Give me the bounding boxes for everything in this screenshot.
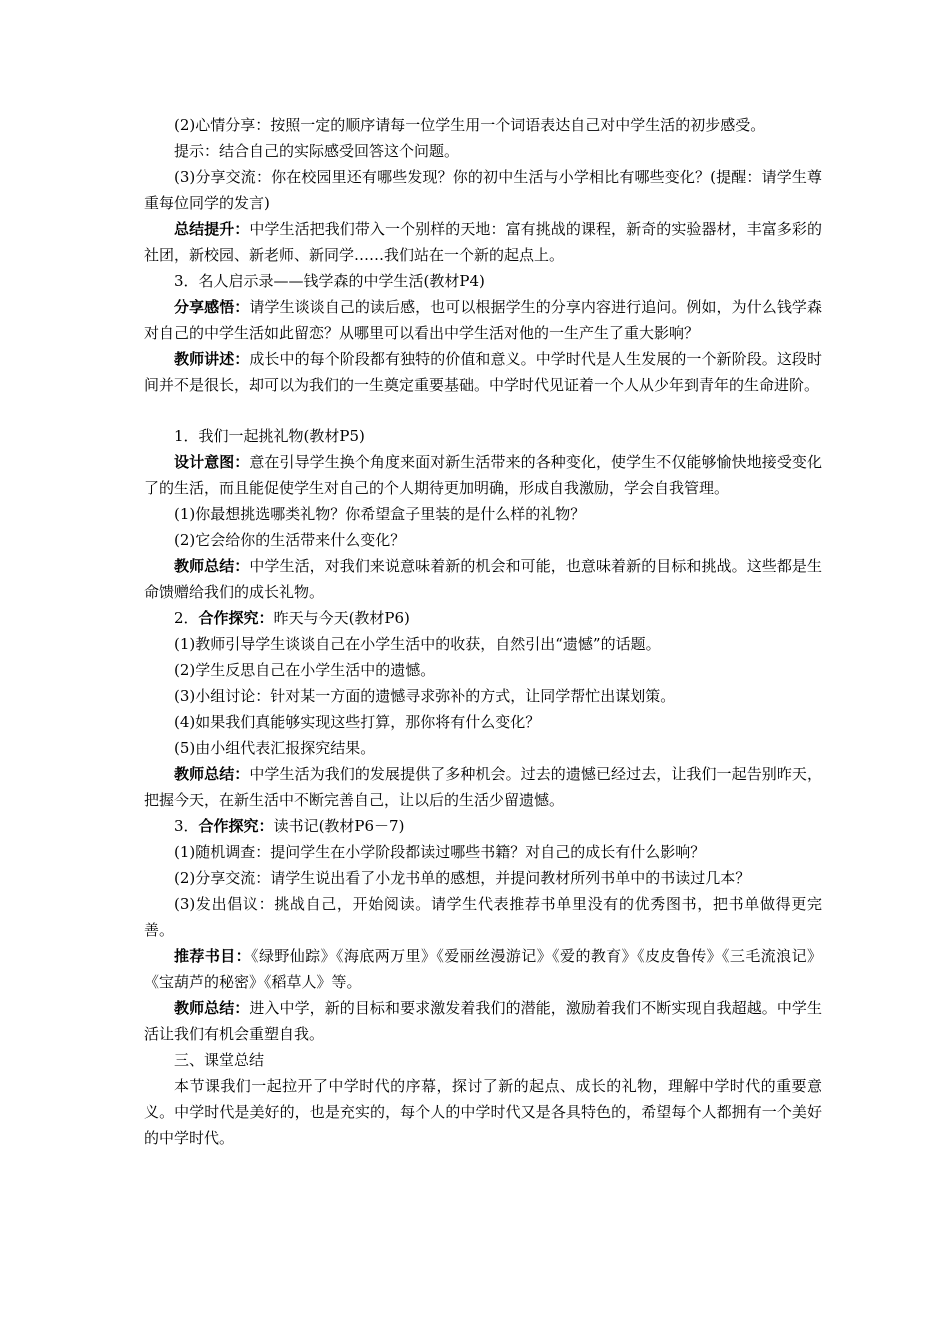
- bold-label: 合作探究：: [198, 609, 274, 627]
- paragraph: 教师总结：中学生活为我们的发展提供了多种机会。过去的遗憾已经过去，让我们一起告别昨天，把握今天，在新生活中不断完善自己，让以后的生活少留遗憾。: [144, 765, 822, 809]
- paragraph: 教师讲述：成长中的每个阶段都有独特的价值和意义。中学时代是人生发展的一个新阶段。这段时间并不是很长，却可以为我们的一生奠定重要基础。中学时代见证着一个人从少年到青年的生命进阶。: [144, 350, 822, 394]
- bold-label: 设计意图：: [174, 453, 250, 471]
- paragraph: 设计意图：意在引导学生换个角度来面对新生活带来的各种变化，使学生不仅能够愉快地接受变化了的生活，而且能促使学生对自己的个人期待更加明确，形成自我激励，学会自我管理。: [144, 453, 822, 497]
- paragraph: (4)如果我们真能够实现这些打算，那你将有什么变化？: [174, 713, 541, 731]
- paragraph: (1)教师引导学生谈谈自己在小学生活中的收获，自然引出“遗憾”的话题。: [174, 635, 661, 653]
- paragraph: 分享感悟：请学生谈谈自己的读后感，也可以根据学生的分享内容进行追问。例如，为什么钱学森对自己的中学生活如此留恋？从哪里可以看出中学生活对他的一生产生了重大影响？: [144, 298, 822, 342]
- paragraph: (5)由小组代表汇报探究结果。: [174, 739, 376, 757]
- section-heading: 1．我们一起挑礼物(教材P5): [174, 427, 365, 445]
- paragraph: (2)分享交流：请学生说出看了小龙书单的感想，并提问教材所列书单中的书读过几本？: [174, 869, 751, 887]
- bold-label: 教师讲述：: [174, 350, 250, 368]
- paragraph: 提示：结合自己的实际感受回答这个问题。: [174, 142, 460, 160]
- section-heading: 2．合作探究：昨天与今天(教材P6): [174, 609, 410, 627]
- paragraph: (1)随机调查：提问学生在小学阶段都读过哪些书籍？对自己的成长有什么影响？: [174, 843, 706, 861]
- paragraph: 教师总结：中学生活，对我们来说意味着新的机会和可能，也意味着新的目标和挑战。这些都是生命馈赠给我们的成长礼物。: [144, 557, 822, 601]
- section-heading: 3．名人启示录——钱学森的中学生活(教材P4): [174, 272, 485, 290]
- bold-label: 总结提升：: [174, 220, 250, 238]
- document-page: [144, 112, 822, 1151]
- paragraph: 教师总结：进入中学，新的目标和要求激发着我们的潜能，激励着我们不断实现自我超越。中学生活让我们有机会重塑自我。: [144, 999, 822, 1043]
- section-heading: 三、课堂总结: [174, 1051, 265, 1069]
- paragraph: (3)分享交流：你在校园里还有哪些发现？你的初中生活与小学相比有哪些变化？(提醒：请学生尊重每位同学的发言): [144, 168, 822, 212]
- section-gap: [144, 398, 822, 423]
- paragraph: (3)小组讨论：针对某一方面的遗憾寻求弥补的方式，让同学帮忙出谋划策。: [174, 687, 676, 705]
- paragraph: 本节课我们一起拉开了中学时代的序幕，探讨了新的起点、成长的礼物，理解中学时代的重要意义。中学时代是美好的，也是充实的，每个人的中学时代又是各具特色的，希望每个人都拥有一个美好的中学时代。: [144, 1077, 822, 1147]
- bold-label: 教师总结：: [174, 765, 250, 783]
- paragraph: (2)它会给你的生活带来什么变化？: [174, 531, 406, 549]
- paragraph: (3)发出倡议：挑战自己，开始阅读。请学生代表推荐书单里没有的优秀图书，把书单做得更完善。: [144, 895, 822, 939]
- paragraph: (1)你最想挑选哪类礼物？你希望盒子里装的是什么样的礼物？: [174, 505, 586, 523]
- bold-label: 推荐书目：: [174, 947, 252, 965]
- paragraph: 总结提升：中学生活把我们带入一个别样的天地：富有挑战的课程，新奇的实验器材，丰富多彩的社团，新校园、新老师、新同学……我们站在一个新的起点上。: [144, 220, 822, 264]
- paragraph: (2)心情分享：按照一定的顺序请每一位学生用一个词语表达自己对中学生活的初步感受。: [174, 116, 766, 134]
- bold-label: 分享感悟：: [174, 298, 250, 316]
- bold-label: 教师总结：: [174, 557, 250, 575]
- section-heading: 3．合作探究：读书记(教材P6－7): [174, 817, 405, 835]
- paragraph: 推荐书目：《绿野仙踪》《海底两万里》《爱丽丝漫游记》《爱的教育》《皮皮鲁传》《三毛流浪记》《宝葫芦的秘密》《稻草人》等。: [144, 947, 822, 991]
- bold-label: 合作探究：: [198, 817, 274, 835]
- bold-label: 教师总结：: [174, 999, 250, 1017]
- paragraph: (2)学生反思自己在小学生活中的遗憾。: [174, 661, 436, 679]
